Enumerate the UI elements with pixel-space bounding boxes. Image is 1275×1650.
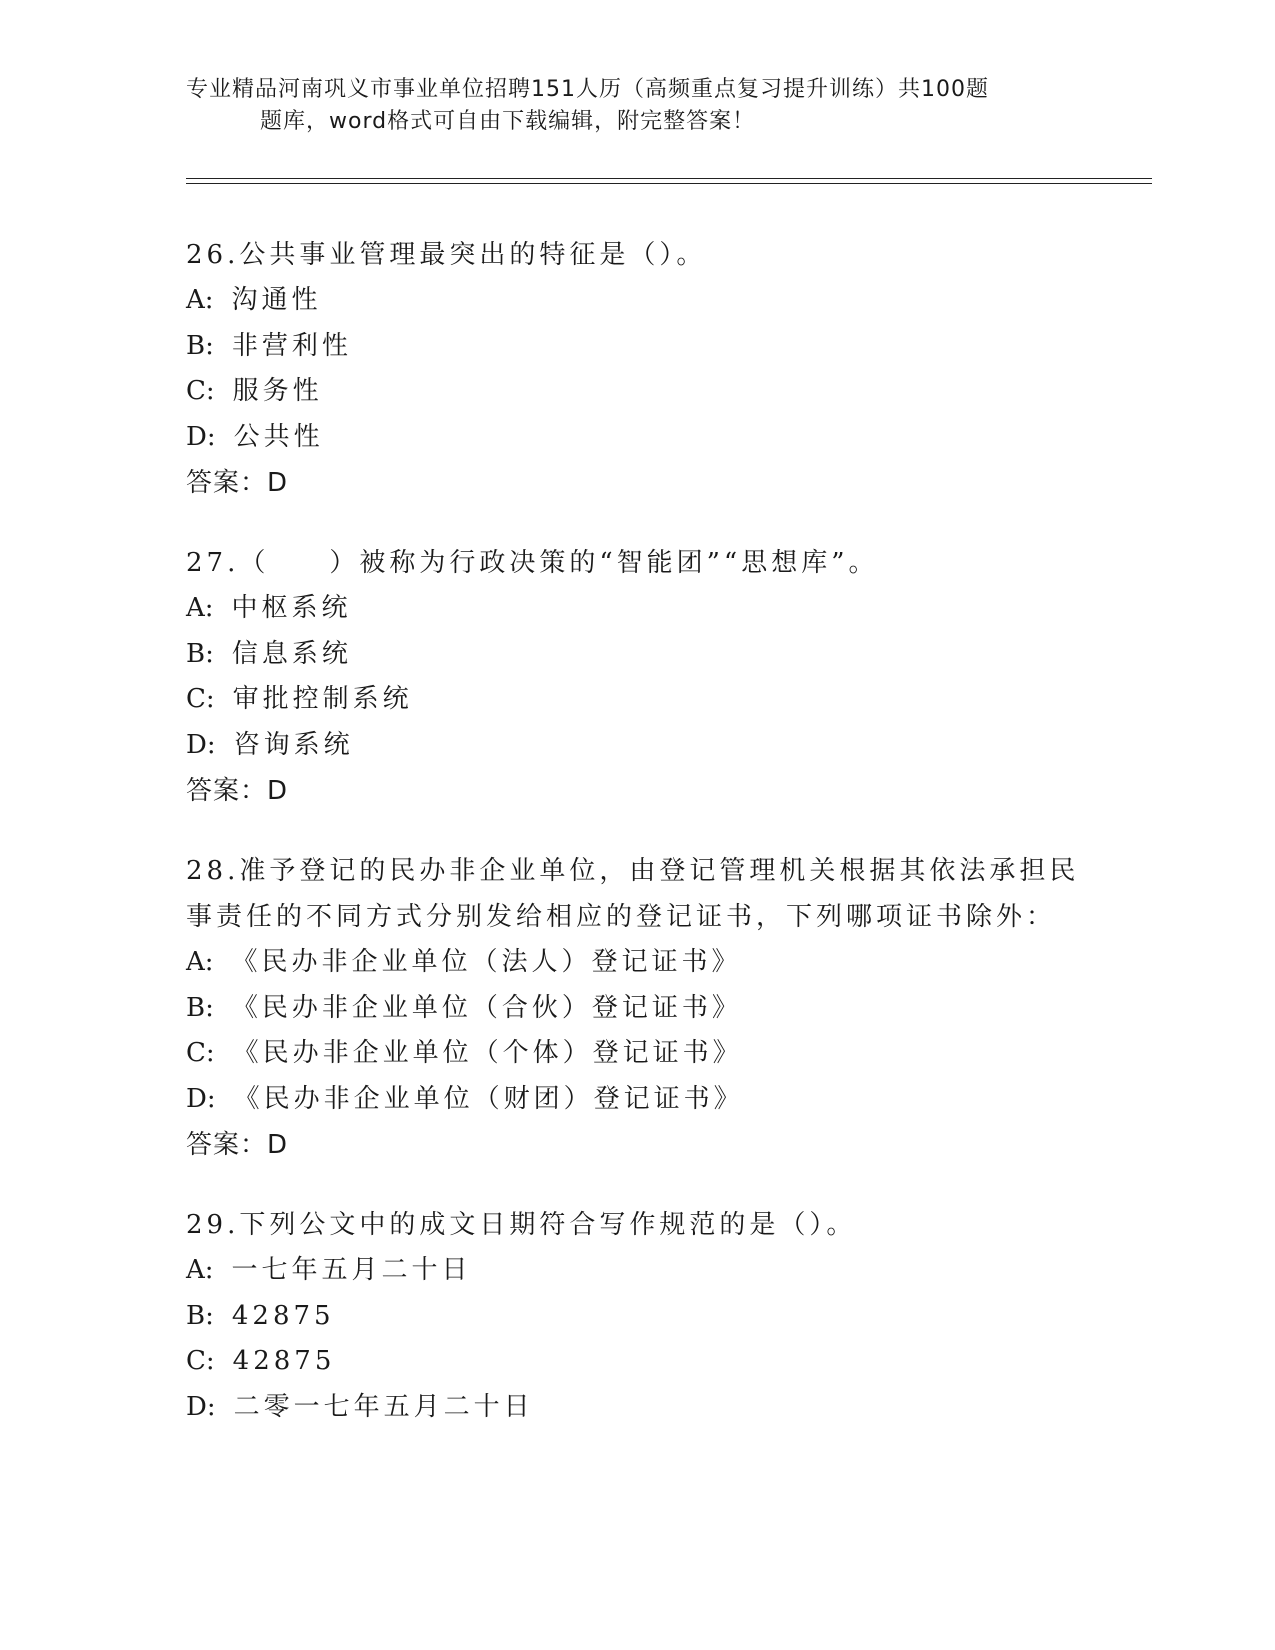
question-stem: 26.公共事业管理最突出的特征是（）。 bbox=[186, 240, 707, 270]
option-text: 非营利性 bbox=[231, 330, 352, 361]
option-b bbox=[186, 986, 1086, 1032]
option-text: 咨询系统 bbox=[233, 729, 354, 760]
question-stem: 27.（ ）被称为行政决策的“智能团”“思想库”。 bbox=[186, 548, 879, 578]
option-text: 《民办非企业单位（合伙）登记证书》 bbox=[231, 992, 742, 1023]
option-c bbox=[186, 369, 1086, 415]
header-line-2: 题库，word格式可自由下载编辑，附完整答案！ bbox=[260, 109, 756, 134]
option-key: A: bbox=[186, 1255, 214, 1285]
option-c bbox=[186, 677, 1086, 723]
option-key: C: bbox=[186, 684, 215, 714]
option-key: A: bbox=[186, 285, 214, 315]
option-b bbox=[186, 1294, 1086, 1340]
option-d bbox=[186, 723, 1086, 769]
answer-line: 答案：D bbox=[186, 468, 289, 498]
option-text: 服务性 bbox=[232, 376, 323, 406]
question-27 bbox=[186, 540, 1086, 814]
option-text: 42875 bbox=[231, 1300, 335, 1331]
option-text: 《民办非企业单位（财团）登记证书》 bbox=[233, 1083, 744, 1114]
option-key: A: bbox=[186, 593, 214, 623]
option-key: D: bbox=[186, 729, 216, 760]
option-key: D: bbox=[186, 1083, 216, 1114]
option-a bbox=[186, 1248, 1086, 1294]
option-d bbox=[186, 415, 1086, 461]
option-a bbox=[186, 940, 1086, 986]
option-text: 中枢系统 bbox=[231, 593, 352, 623]
question-stem: 29.下列公文中的成文日期符合写作规范的是（）。 bbox=[186, 1210, 857, 1240]
option-c bbox=[186, 1031, 1086, 1077]
header-rule-bottom bbox=[186, 183, 1152, 184]
document-header bbox=[186, 74, 1066, 138]
option-text: 审批控制系统 bbox=[232, 684, 413, 714]
option-key: D: bbox=[186, 1391, 216, 1422]
option-text: 公共性 bbox=[233, 421, 324, 452]
option-text: 信息系统 bbox=[231, 638, 352, 669]
answer-line: 答案：D bbox=[186, 1130, 289, 1160]
option-key: A: bbox=[186, 947, 214, 977]
option-text: 42875 bbox=[232, 1346, 336, 1376]
option-text: 沟通性 bbox=[231, 285, 322, 315]
option-b bbox=[186, 632, 1086, 678]
question-26 bbox=[186, 232, 1086, 506]
answer-line: 答案：D bbox=[186, 776, 289, 806]
option-b bbox=[186, 324, 1086, 370]
header-rule-top bbox=[186, 178, 1152, 179]
option-key: B: bbox=[186, 1300, 214, 1331]
option-key: C: bbox=[186, 376, 215, 406]
question-29 bbox=[186, 1202, 1086, 1430]
option-text: 《民办非企业单位（个体）登记证书》 bbox=[232, 1038, 743, 1068]
option-key: C: bbox=[186, 1346, 215, 1376]
option-key: B: bbox=[186, 330, 214, 361]
option-text: 《民办非企业单位（法人）登记证书》 bbox=[231, 947, 742, 977]
option-c bbox=[186, 1339, 1086, 1385]
header-line-1: 专业精品河南巩义市事业单位招聘151人历（高频重点复习提升训练）共100题 bbox=[186, 77, 989, 102]
option-key: B: bbox=[186, 992, 214, 1023]
option-a bbox=[186, 586, 1086, 632]
option-key: B: bbox=[186, 638, 214, 669]
question-28 bbox=[186, 848, 1086, 1168]
option-key: C: bbox=[186, 1038, 215, 1068]
option-a bbox=[186, 278, 1086, 324]
option-d bbox=[186, 1077, 1086, 1123]
question-stem: 28.准予登记的民办非企业单位，由登记管理机关根据其依法承担民事责任的不同方式分别发给相应的登记证书，下列哪项证书除外： bbox=[186, 856, 1080, 932]
option-text: 一七年五月二十日 bbox=[231, 1255, 472, 1285]
option-d bbox=[186, 1385, 1086, 1431]
option-key: D: bbox=[186, 421, 216, 452]
option-text: 二零一七年五月二十日 bbox=[233, 1391, 534, 1422]
question-list bbox=[186, 232, 1086, 1464]
